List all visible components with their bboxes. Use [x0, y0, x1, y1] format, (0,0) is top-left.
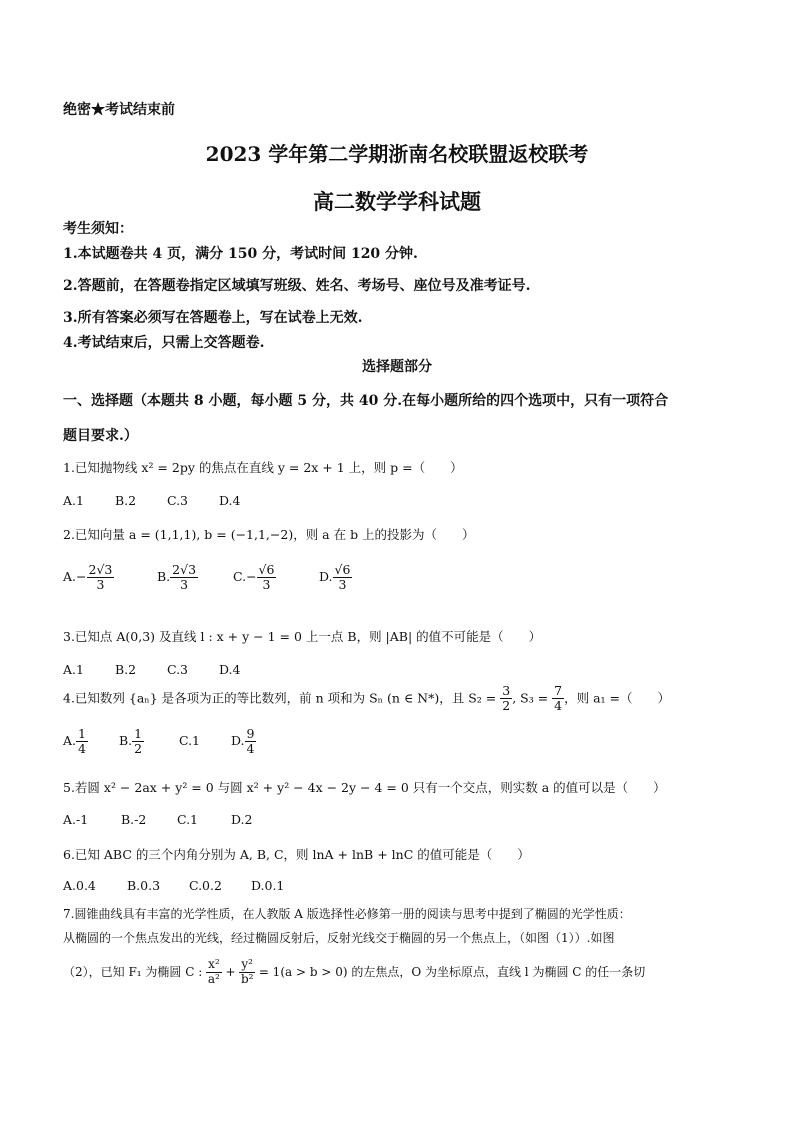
question-2-options	[63, 563, 352, 593]
question-3-options	[63, 662, 240, 677]
option-b: B.0.3	[126, 878, 161, 893]
option-d: D.2	[230, 812, 253, 827]
question-6: 6.已知 ABC 的三个内角分别为 A, B, C，则 lnA + lnB + lnC 的值可能是（ ）	[63, 847, 530, 862]
notice-heading: 考生须知：	[63, 221, 133, 237]
option-c: C.− $\frac{√6}{3}$	[232, 562, 275, 593]
question-2: 2.已知向量 a = (1,1,1), b = (−1,1,−2)，则 a 在 b 上的投影为（ ）	[63, 527, 475, 542]
part-heading-cont: 题目要求.）	[63, 428, 138, 444]
option-b: B.2	[114, 493, 137, 508]
option-a: A.1	[63, 662, 84, 677]
option-b: B.2	[114, 662, 137, 677]
option-c: C.3	[166, 662, 189, 677]
option-d: D. $\frac{9}{4}$	[230, 726, 255, 757]
option-c: C.3	[166, 493, 189, 508]
option-b: B.-2	[120, 812, 147, 827]
section-title: 选择题部分	[362, 359, 432, 375]
question-5-options	[63, 812, 252, 827]
option-b: B. $\frac{2√3}{3}$	[156, 562, 197, 593]
notice-item: 4.考试结束后，只需上交答题卷.	[63, 335, 265, 351]
option-c: C.1	[178, 733, 201, 749]
option-d: D.0.1	[250, 878, 285, 893]
option-a: A.1	[63, 493, 84, 508]
part-heading: 一、选择题（本题共 8 小题，每小题 5 分，共 40 分.在每小题所给的四个选项中，只有一项符合	[63, 393, 669, 409]
option-a: A.0.4	[63, 878, 96, 893]
exam-subtitle: 高二数学学科试题	[313, 189, 481, 214]
notice-item: 1.本试题卷共 4 页，满分 150 分，考试时间 120 分钟.	[63, 246, 418, 262]
question-4: 4.已知数列 {aₙ} 是各项为正的等比数列，前 n 项和为 Sₙ (n ∈ N*)，且 S₂ = $\frac{3}{2}$ , S₃ = $\frac{7}{4}$ ，则 a₁ =（ ）	[63, 683, 670, 714]
question-7-line-1: 7.圆锥曲线具有丰富的光学性质，在人教版 A 版选择性必修第一册的阅读与思考中提到了椭圆的光学性质：	[63, 907, 631, 921]
question-4-options	[63, 727, 256, 757]
option-d: D. $\frac{√6}{3}$	[318, 562, 351, 593]
option-d: D.4	[218, 662, 241, 677]
option-a: A.− $\frac{2√3}{3}$	[63, 562, 113, 593]
classification-label: 绝密★考试结束前	[63, 102, 175, 118]
option-b: B. $\frac{1}{2}$	[118, 726, 143, 757]
option-c: C.1	[176, 812, 199, 827]
exam-title: 2023 学年第二学期浙南名校联盟返校联考	[205, 142, 589, 166]
notice-item: 3.所有答案必须写在答题卷上，写在试卷上无效.	[63, 310, 363, 326]
question-7-line-3: （2），已知 F₁ 为椭圆 C : $\frac{\text{x²}}{\text{a²}}$ + $\frac{\text{y²}}{\text{b²}}$ = 1(a > b > 0) 的左焦点，O 为坐标原点，直线 l 为椭圆 C 的任一条切	[63, 957, 646, 986]
notice-item: 2.答题前，在答题卷指定区域填写班级、姓名、考场号、座位号及准考证号.	[63, 278, 531, 294]
option-c: C.0.2	[188, 878, 222, 893]
option-a: A. $\frac{1}{4}$	[63, 726, 86, 757]
option-a: A.-1	[63, 812, 89, 827]
question-1: 1.已知抛物线 x² = 2py 的焦点在直线 y = 2x + 1 上，则 p =（ ）	[63, 460, 463, 475]
question-3: 3.已知点 A(0,3) 及直线 l : x + y − 1 = 0 上一点 B，则 |AB| 的值不可能是（ ）	[63, 629, 542, 644]
question-1-options	[63, 493, 240, 508]
question-5: 5.若圆 x² − 2ax + y² = 0 与圆 x² + y² − 4x − 2y − 4 = 0 只有一个交点，则实数 a 的值可以是（ ）	[63, 780, 666, 795]
question-7-line-2: 从椭圆的一个焦点发出的光线，经过椭圆反射后，反射光线交于椭圆的另一个焦点上，（如图（1））.如图	[63, 931, 615, 945]
option-d: D.4	[218, 493, 241, 508]
question-6-options	[63, 878, 284, 893]
